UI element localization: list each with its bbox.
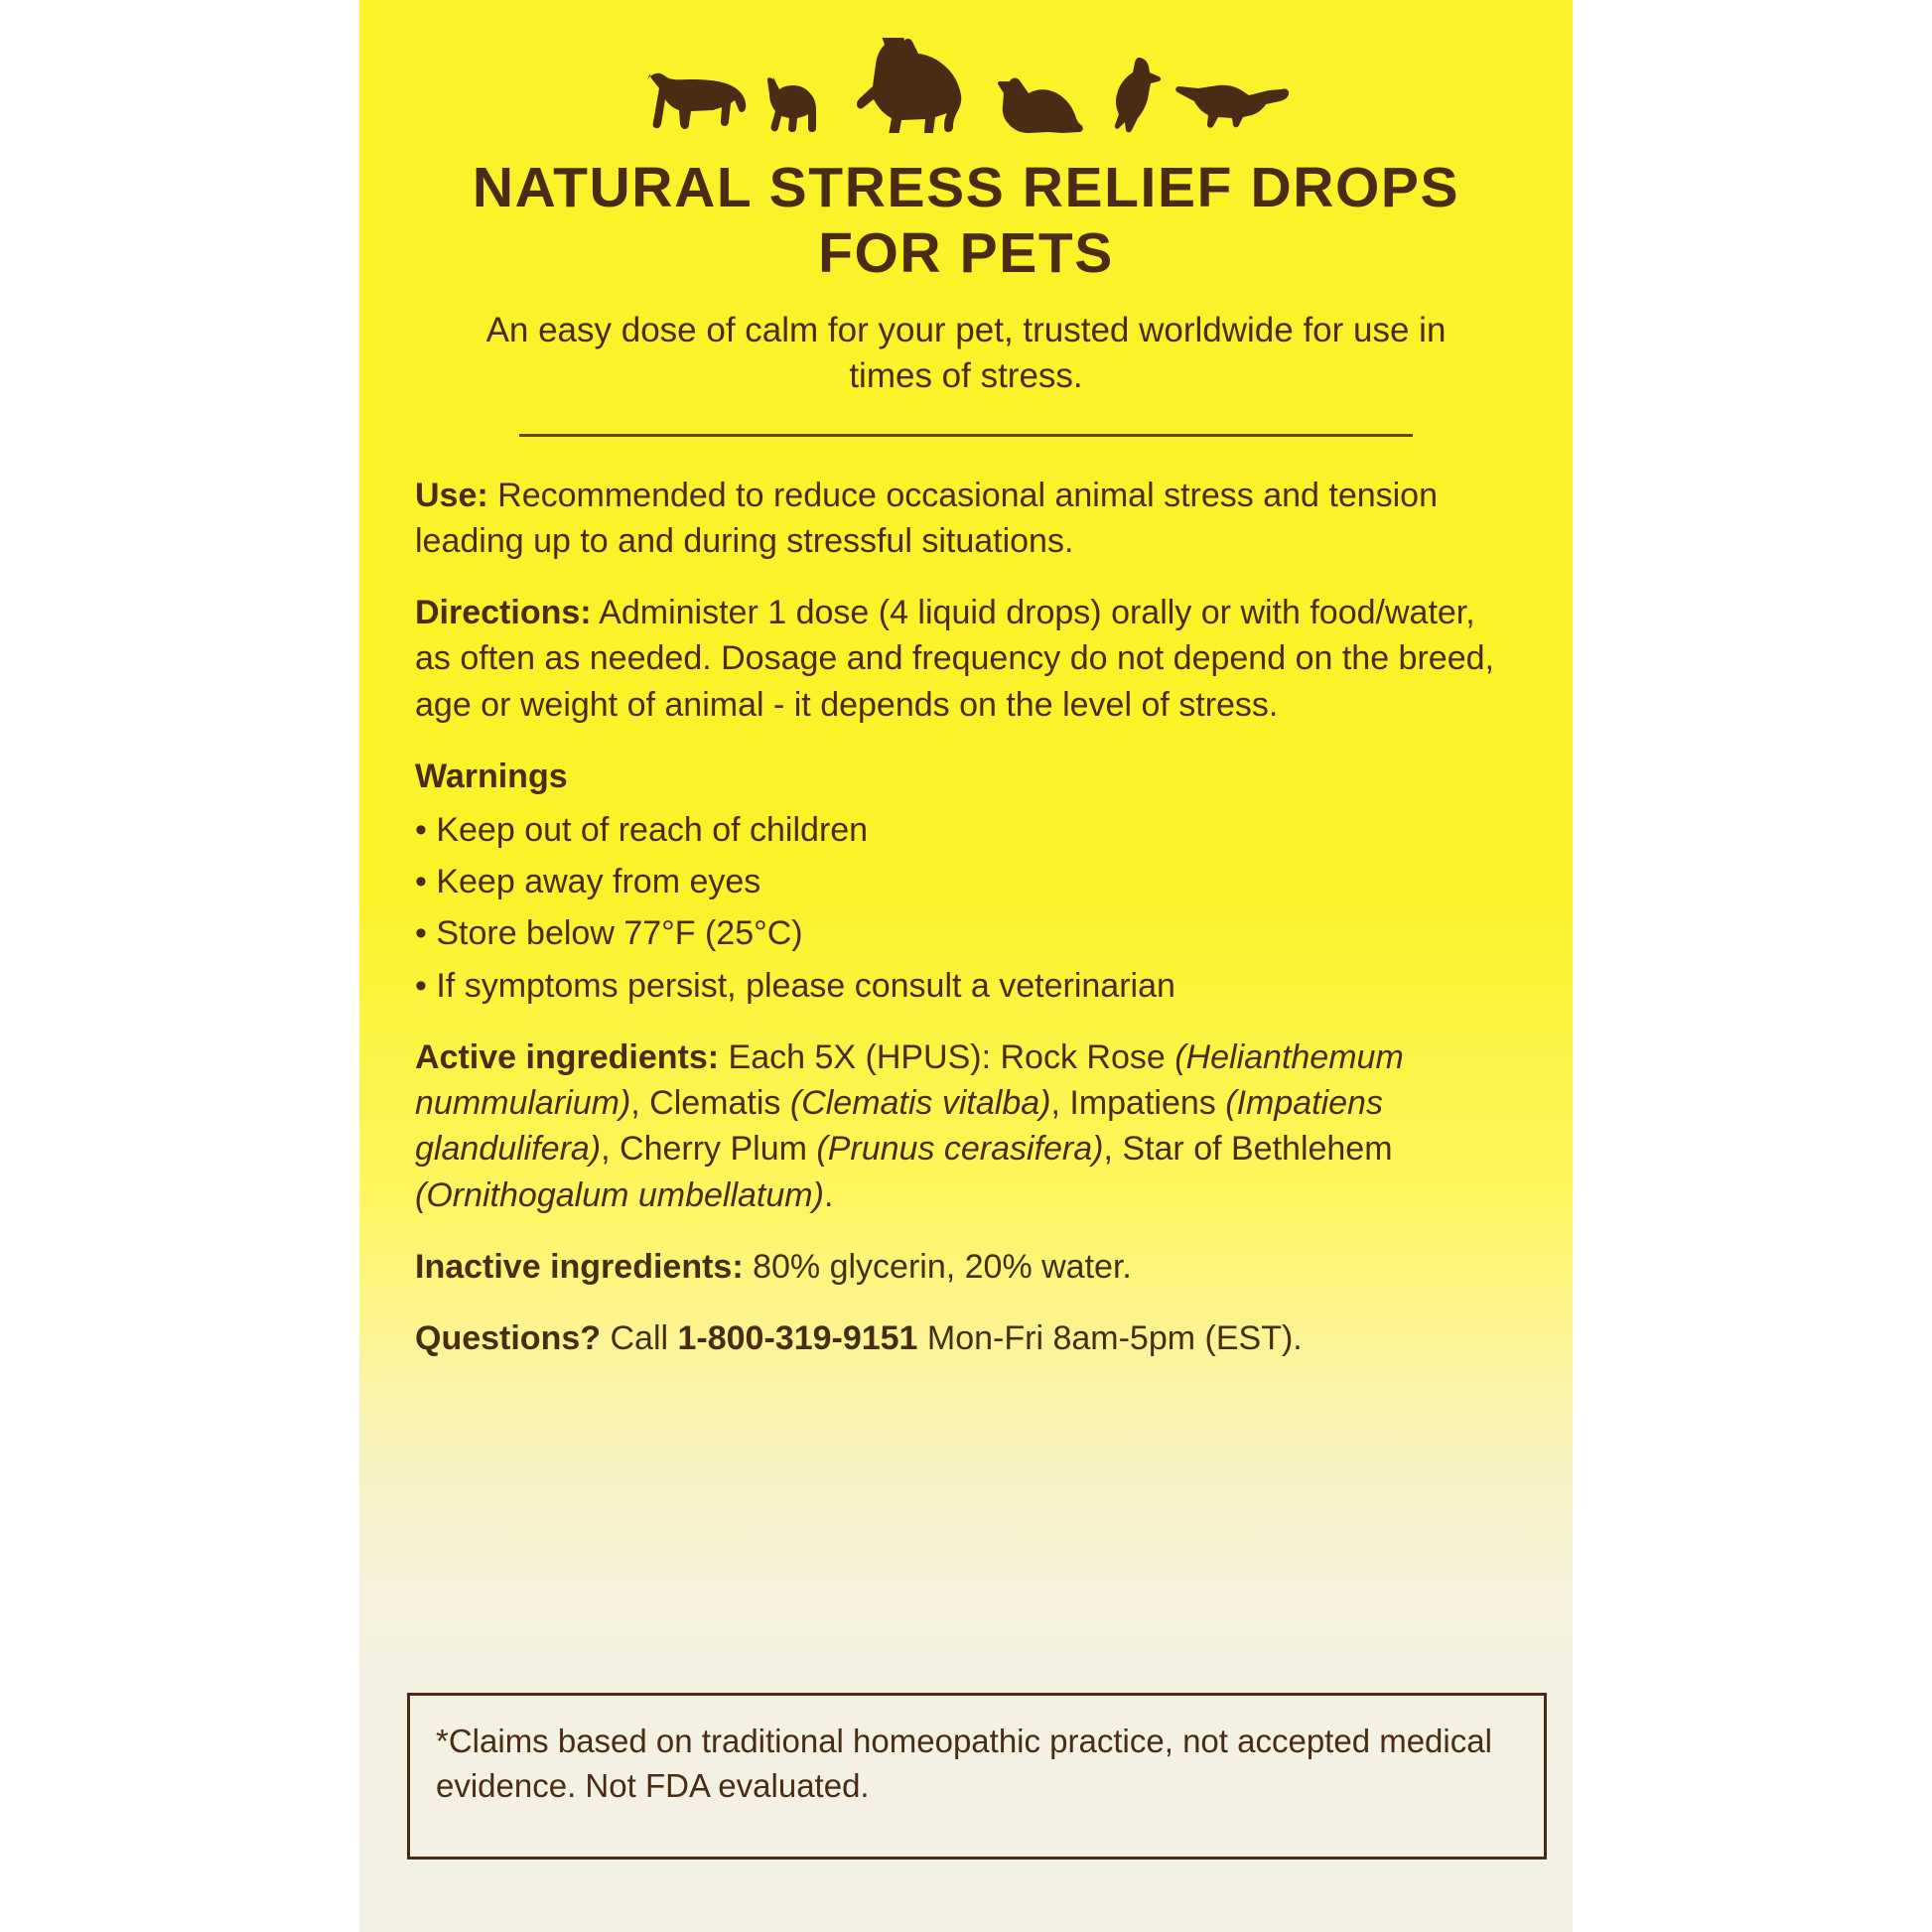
- active-latin-4: (Prunus cerasifera): [816, 1130, 1104, 1169]
- inactive-ingredients-label: Inactive ingredients:: [415, 1247, 744, 1286]
- list-item: • If symptoms persist, please consult a veterinarian: [415, 966, 1175, 1005]
- dog-icon: [640, 66, 750, 133]
- disclaimer-text: *Claims based on traditional homeopathic practice, not accepted medical evidence. Not FDA evaluated.: [436, 1723, 1492, 1804]
- animal-silhouette-row: [407, 38, 1525, 133]
- label-content: [359, 0, 1573, 1387]
- list-item: • Keep away from eyes: [415, 863, 761, 901]
- active-text-5: , Star of Bethlehem: [1103, 1130, 1393, 1169]
- active-text-6: .: [823, 1175, 834, 1214]
- active-latin-5: (Ornithogalum umbellatum): [415, 1175, 824, 1214]
- label-body: [407, 473, 1525, 1362]
- cat-icon: [759, 71, 829, 133]
- use-paragraph: [415, 473, 1511, 564]
- inactive-ingredients-paragraph: [415, 1244, 1511, 1290]
- directions-label: Directions:: [415, 594, 592, 632]
- active-text-3: , Impatiens: [1050, 1084, 1226, 1123]
- use-text: Recommended to reduce occasional animal stress and tension leading up to and during stressful situations.: [415, 476, 1439, 560]
- active-latin-2: (Clematis vitalba): [789, 1084, 1051, 1123]
- active-text-1: Each 5X (HPUS): Rock Rose: [719, 1037, 1175, 1076]
- active-text-2: , Clematis: [630, 1084, 790, 1123]
- active-latin-1: (Helianthemum nummularium): [415, 1037, 1404, 1123]
- active-latin-3: (Impatiens glandulifera): [415, 1084, 1383, 1169]
- lizard-icon: [1173, 75, 1292, 133]
- questions-paragraph: [415, 1315, 1511, 1361]
- page-subtitle: An easy dose of calm for your pet, trusted worldwide for use in times of stress.: [485, 311, 1447, 396]
- directions-paragraph: [415, 590, 1511, 728]
- directions-text: Administer 1 dose (4 liquid drops) orally or with food/water, as often as needed. Dosage and frequency do not depend on the breed, age or weight of animal - it depends on the level of stress.: [415, 594, 1494, 724]
- questions-call-text: Call: [601, 1319, 678, 1358]
- label-panel: [359, 0, 1573, 1932]
- page-title: NATURAL STRESS RELIEF DROPS FOR PETS: [472, 156, 1460, 286]
- phone-number[interactable]: 1-800-319-9151: [677, 1319, 918, 1358]
- horse-icon: [839, 38, 988, 133]
- active-ingredients-paragraph: [415, 1035, 1511, 1218]
- list-item: • Store below 77°F (25°C): [415, 914, 803, 953]
- warnings-label: Warnings: [415, 757, 568, 795]
- inactive-text: 80% glycerin, 20% water.: [743, 1247, 1132, 1286]
- active-text-4: , Cherry Plum: [601, 1130, 817, 1169]
- active-ingredients-label: Active ingredients:: [415, 1037, 720, 1076]
- list-item: • Keep out of reach of children: [415, 811, 869, 849]
- questions-label: Questions?: [415, 1319, 602, 1358]
- use-label: Use:: [415, 476, 488, 514]
- warnings-list: [415, 807, 1511, 1009]
- divider: [519, 434, 1413, 437]
- questions-hours: Mon-Fri 8am-5pm (EST).: [917, 1319, 1303, 1358]
- disclaimer-box: [407, 1693, 1547, 1860]
- bird-icon: [1099, 54, 1163, 133]
- rabbit-icon: [998, 71, 1089, 133]
